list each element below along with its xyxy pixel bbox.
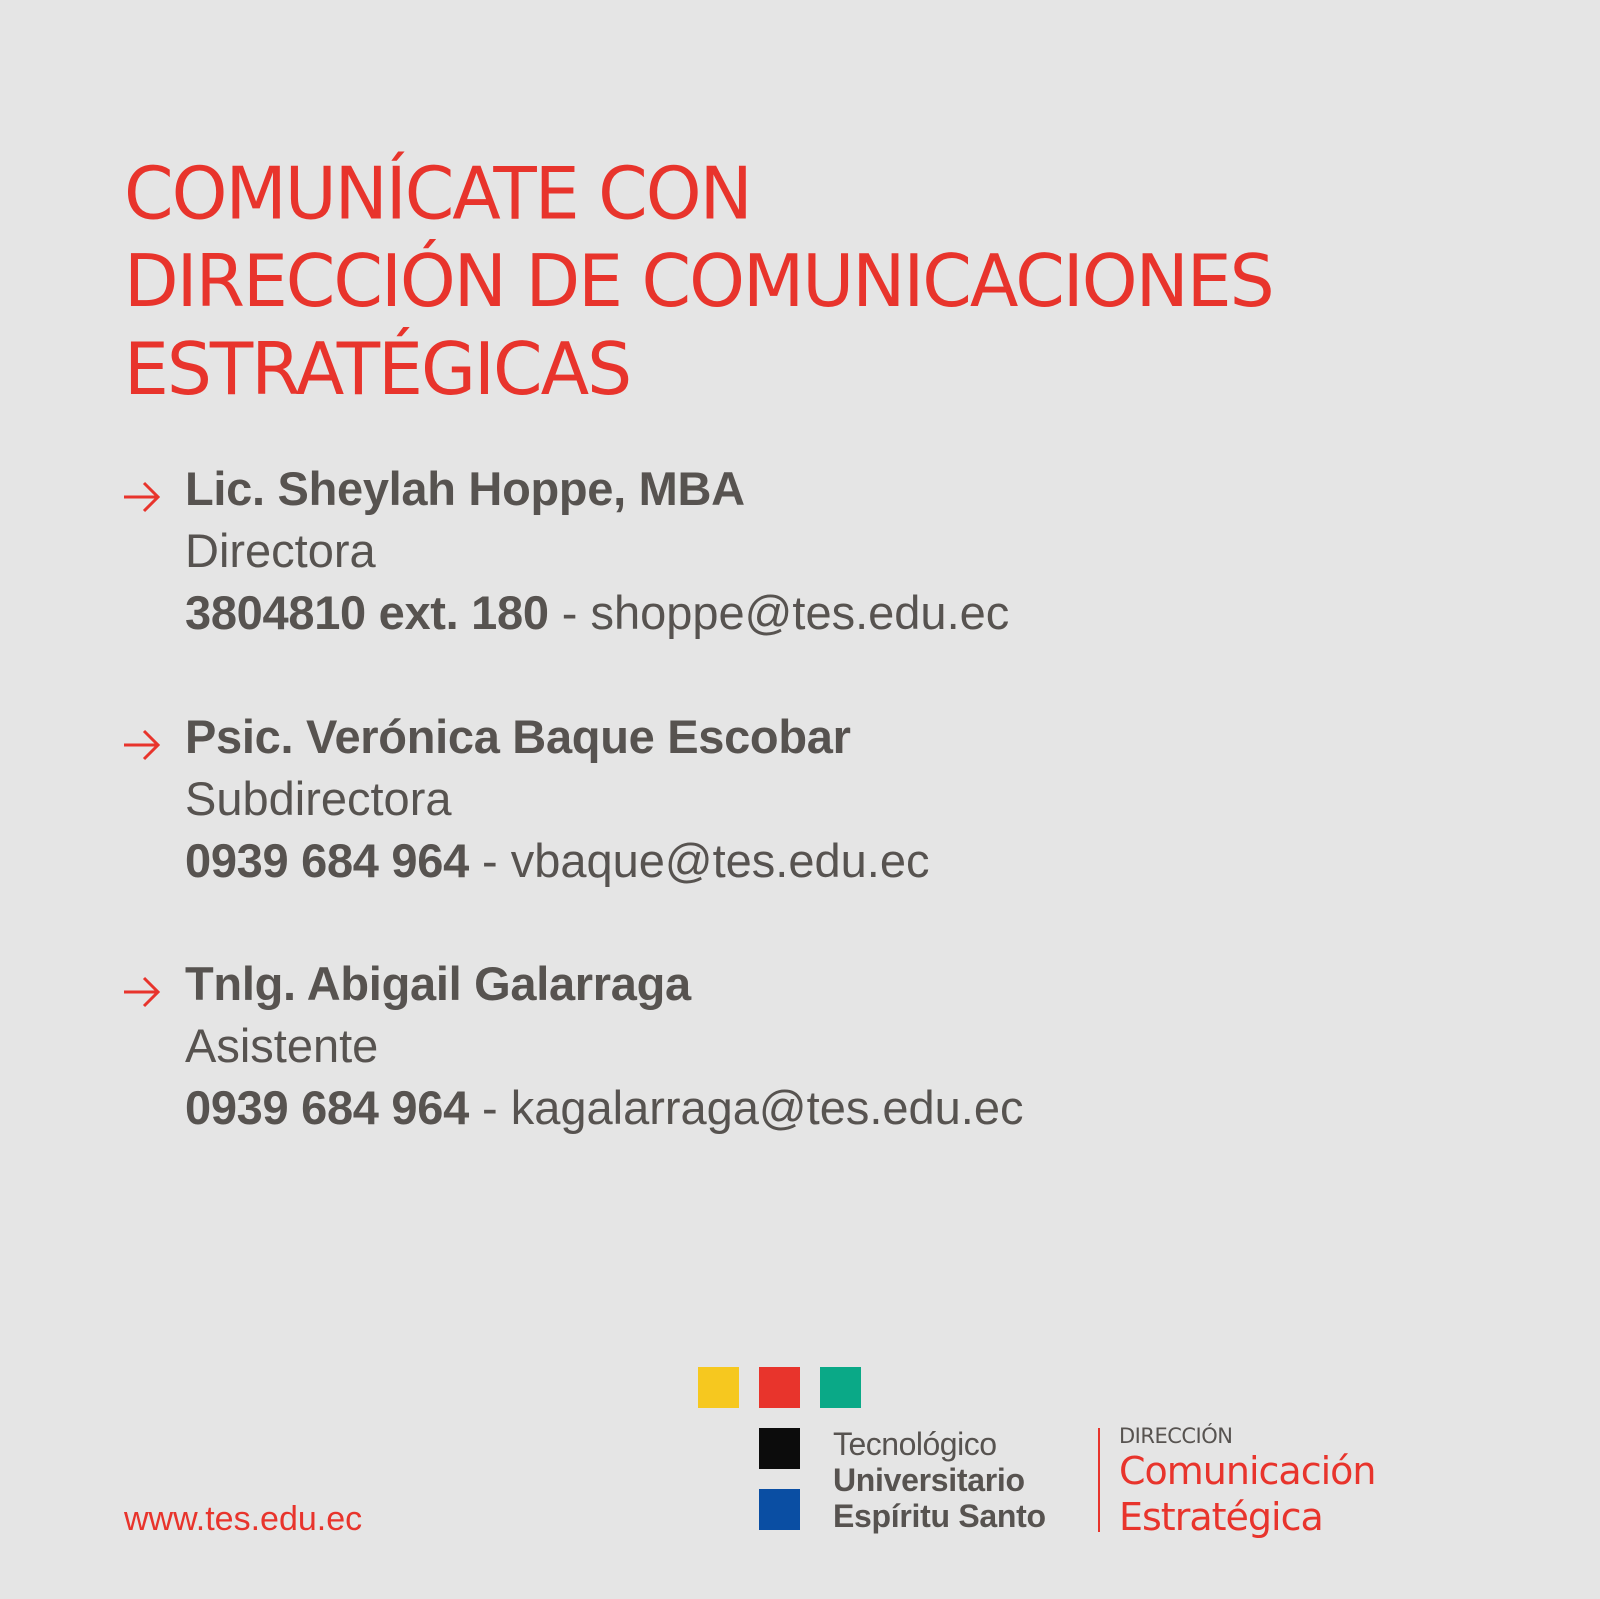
contact-name: Psic. Verónica Baque Escobar	[185, 710, 851, 763]
institution-name	[833, 1426, 1046, 1534]
logo-square-green	[820, 1367, 861, 1408]
page-title	[124, 150, 1273, 413]
title-line-1: COMUNÍCATE CON	[124, 151, 751, 236]
contact-phone[interactable]: 3804810 ext. 180	[185, 586, 549, 639]
contact-role: Subdirectora	[185, 772, 452, 825]
contact-info	[185, 1078, 1024, 1138]
contact-name: Lic. Sheylah Hoppe, MBA	[185, 462, 745, 515]
arrow-right-icon	[122, 972, 162, 1012]
contact-separator: -	[548, 586, 591, 639]
contact-email[interactable]: shoppe@tes.edu.ec	[590, 586, 1010, 639]
contact-role: Directora	[185, 524, 376, 577]
title-line-2: DIRECCIÓN DE COMUNICACIONES	[124, 238, 1273, 324]
department-line-2: Estratégica	[1119, 1495, 1323, 1539]
contact-email[interactable]: kagalarraga@tes.edu.ec	[510, 1081, 1024, 1134]
contact-info	[185, 583, 1009, 643]
contact-email[interactable]: vbaque@tes.edu.ec	[510, 834, 930, 887]
website-link[interactable]: www.tes.edu.ec	[124, 1500, 363, 1538]
arrow-right-icon	[122, 725, 162, 765]
contact-name: Tnlg. Abigail Galarraga	[185, 957, 691, 1010]
contact-phone[interactable]: 0939 684 964	[185, 1081, 469, 1134]
arrow-right-icon	[122, 477, 162, 517]
department-name	[1119, 1424, 1376, 1540]
department-label: DIRECCIÓN	[1119, 1424, 1233, 1448]
contact-separator: -	[468, 834, 511, 887]
contact-phone[interactable]: 0939 684 964	[185, 834, 469, 887]
contact-separator: -	[468, 1081, 511, 1134]
logo-square-black	[759, 1428, 800, 1469]
department-line-1: Comunicación	[1119, 1449, 1376, 1493]
institution-line-1: Tecnológico	[833, 1426, 997, 1462]
institution-line-3: Espíritu Santo	[833, 1498, 1046, 1534]
institution-line-2: Universitario	[833, 1462, 1025, 1498]
logo-divider	[1098, 1428, 1100, 1532]
logo-square-blue	[759, 1489, 800, 1530]
logo-square-red	[759, 1367, 800, 1408]
contact-info	[185, 831, 929, 891]
contact-role: Asistente	[185, 1019, 379, 1072]
logo-square-yellow	[698, 1367, 739, 1408]
title-line-3: ESTRATÉGICAS	[124, 326, 631, 412]
